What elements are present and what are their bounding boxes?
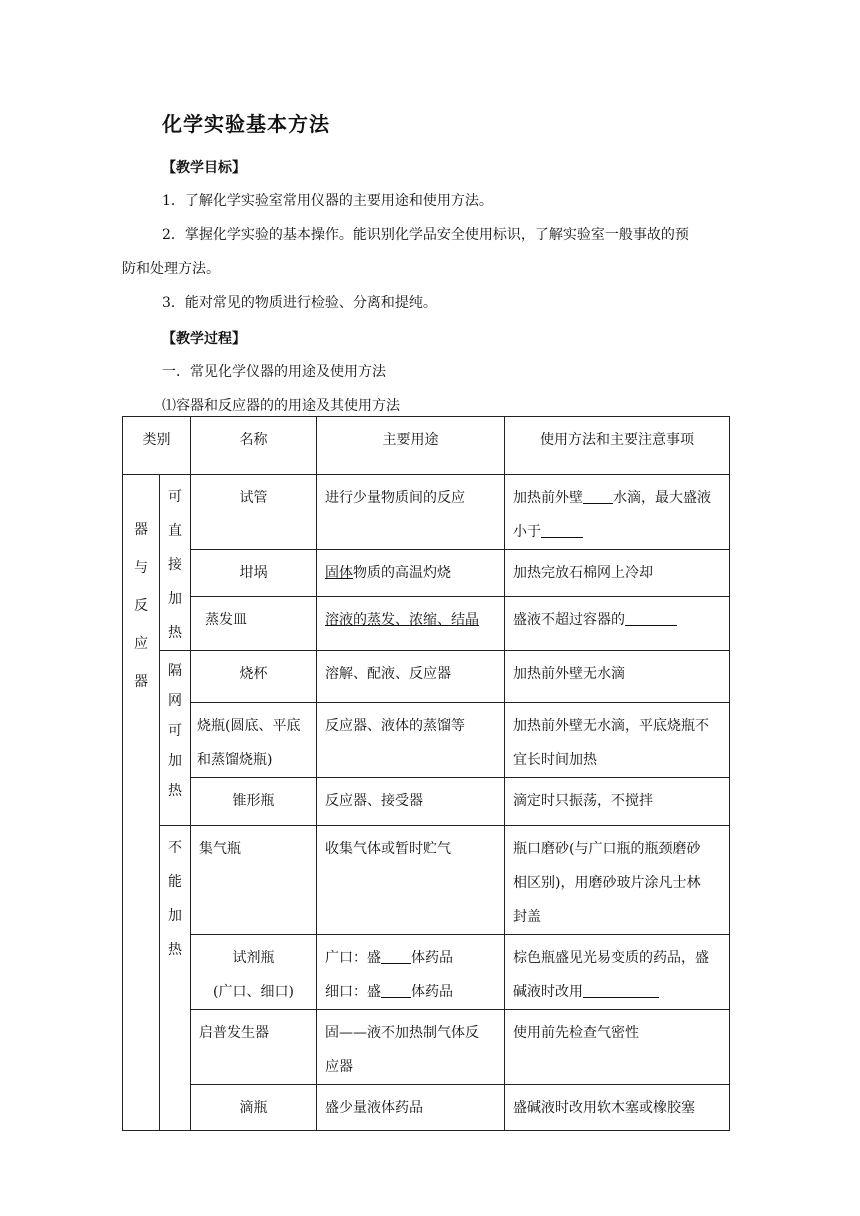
objective-item-1: 1．了解化学实验室常用仪器的主要用途和使用方法。 <box>162 193 493 209</box>
name-kipp-generator: 启普发生器 <box>199 1025 269 1041</box>
objective-item-2-cont: 防和处理方法。 <box>122 261 220 277</box>
table-header-row <box>123 417 730 475</box>
subcategory-direct-label: 可 直 接 加 热 <box>168 489 182 641</box>
use-evaporating-dish: 溶液的蒸发、浓缩、结晶 <box>325 611 479 628</box>
notes-gas-jar: 瓶口磨砂(与广口瓶的瓶颈磨砂 相区别)，用磨砂玻片涂凡士林 封盖 <box>513 841 701 925</box>
use-test-tube: 进行少量物质间的反应 <box>325 490 465 506</box>
fill-blank <box>381 949 411 964</box>
objective-item-3: 3．能对常见的物质进行检验、分离和提纯。 <box>162 295 437 311</box>
use-flask: 反应器、液体的蒸馏等 <box>325 718 465 734</box>
use-crucible: 固体物质的高温灼烧 <box>325 565 451 582</box>
header-category: 类别 <box>123 417 191 475</box>
name-gas-jar: 集气瓶 <box>199 841 241 857</box>
table-row <box>123 1085 730 1131</box>
use-dropper-bottle: 盛少量液体药品 <box>325 1100 423 1116</box>
table-row <box>123 778 730 826</box>
table-row <box>123 703 730 778</box>
table-row <box>123 550 730 596</box>
fill-blank <box>541 523 583 538</box>
table-row <box>123 596 730 650</box>
category-main-label: 器 与 反 应 器 <box>134 522 148 690</box>
subcategory-gauze-label: 隔 网 可 加 热 <box>168 663 182 799</box>
notes-reagent-bottle: 棕色瓶盛见光易变质的药品，盛 碱液时改用 <box>513 950 709 1000</box>
subcategory-direct-cell <box>160 475 191 651</box>
fill-blank <box>583 983 659 998</box>
category-main-cell <box>123 475 160 1131</box>
instrument-table <box>122 416 730 1131</box>
use-beaker: 溶解、配液、反应器 <box>325 666 451 682</box>
table-row <box>123 651 730 703</box>
subcategory-gauze-cell <box>160 651 191 826</box>
notes-conical-flask: 滴定时只振荡，不搅拌 <box>513 793 653 809</box>
subcategory-noheat-cell <box>160 826 191 1131</box>
name-conical-flask: 锥形瓶 <box>232 793 275 809</box>
notes-evaporating-dish: 盛液不超过容器的 <box>505 597 729 637</box>
objective-item-2: 2．掌握化学实验的基本操作。能识别化学品安全使用标识，了解实验室一般事故的预 <box>162 227 689 243</box>
header-notes: 使用方法和主要注意事项 <box>505 417 730 475</box>
use-conical-flask: 反应器、接受器 <box>325 793 423 809</box>
table-row <box>123 1010 730 1085</box>
name-dropper-bottle: 滴瓶 <box>239 1100 268 1116</box>
table-row <box>123 475 730 550</box>
use-gas-jar: 收集气体或暂时贮气 <box>325 841 451 857</box>
notes-beaker: 加热前外壁无水滴 <box>513 666 625 682</box>
use-reagent-bottle: 广口：盛 体药品 细口：盛 体药品 <box>325 950 453 1000</box>
fill-blank <box>583 489 613 504</box>
notes-dropper-bottle: 盛碱液时改用软木塞或橡胶塞 <box>513 1100 695 1116</box>
header-use: 主要用途 <box>317 417 505 475</box>
name-reagent-bottle: 试剂瓶 (广口、细口) <box>213 950 294 1000</box>
name-crucible: 坩埚 <box>239 565 268 582</box>
table-row <box>123 935 730 1010</box>
fill-blank <box>381 983 411 998</box>
notes-crucible: 加热完放石棉网上冷却 <box>513 565 653 582</box>
process-line-1: 一．常见化学仪器的用途及使用方法 <box>162 364 386 380</box>
objectives-heading: 【教学目标】 <box>162 160 246 176</box>
notes-kipp-generator: 使用前先检查气密性 <box>513 1025 639 1041</box>
process-heading: 【教学过程】 <box>162 331 246 347</box>
use-kipp-generator: 固——液不加热制气体反 应器 <box>325 1025 479 1075</box>
process-line-2: ⑴容器和反应器的的用途及其使用方法 <box>162 398 400 414</box>
header-name: 名称 <box>191 417 317 475</box>
name-beaker: 烧杯 <box>239 666 268 682</box>
table-row <box>123 826 730 935</box>
fill-blank <box>625 611 677 626</box>
notes-test-tube: 加热前外壁 水滴，最大盛液 小于 <box>513 490 711 540</box>
name-test-tube: 试管 <box>239 490 268 506</box>
name-evaporating-dish: 蒸发皿 <box>205 611 247 628</box>
subcategory-noheat-label: 不 能 加 热 <box>168 840 182 958</box>
page-title: 化学实验基本方法 <box>162 112 330 136</box>
name-flask: 烧瓶(圆底、平底 和蒸馏烧瓶) <box>197 718 301 768</box>
notes-flask: 加热前外壁无水滴，平底烧瓶不 宜长时间加热 <box>513 718 709 768</box>
